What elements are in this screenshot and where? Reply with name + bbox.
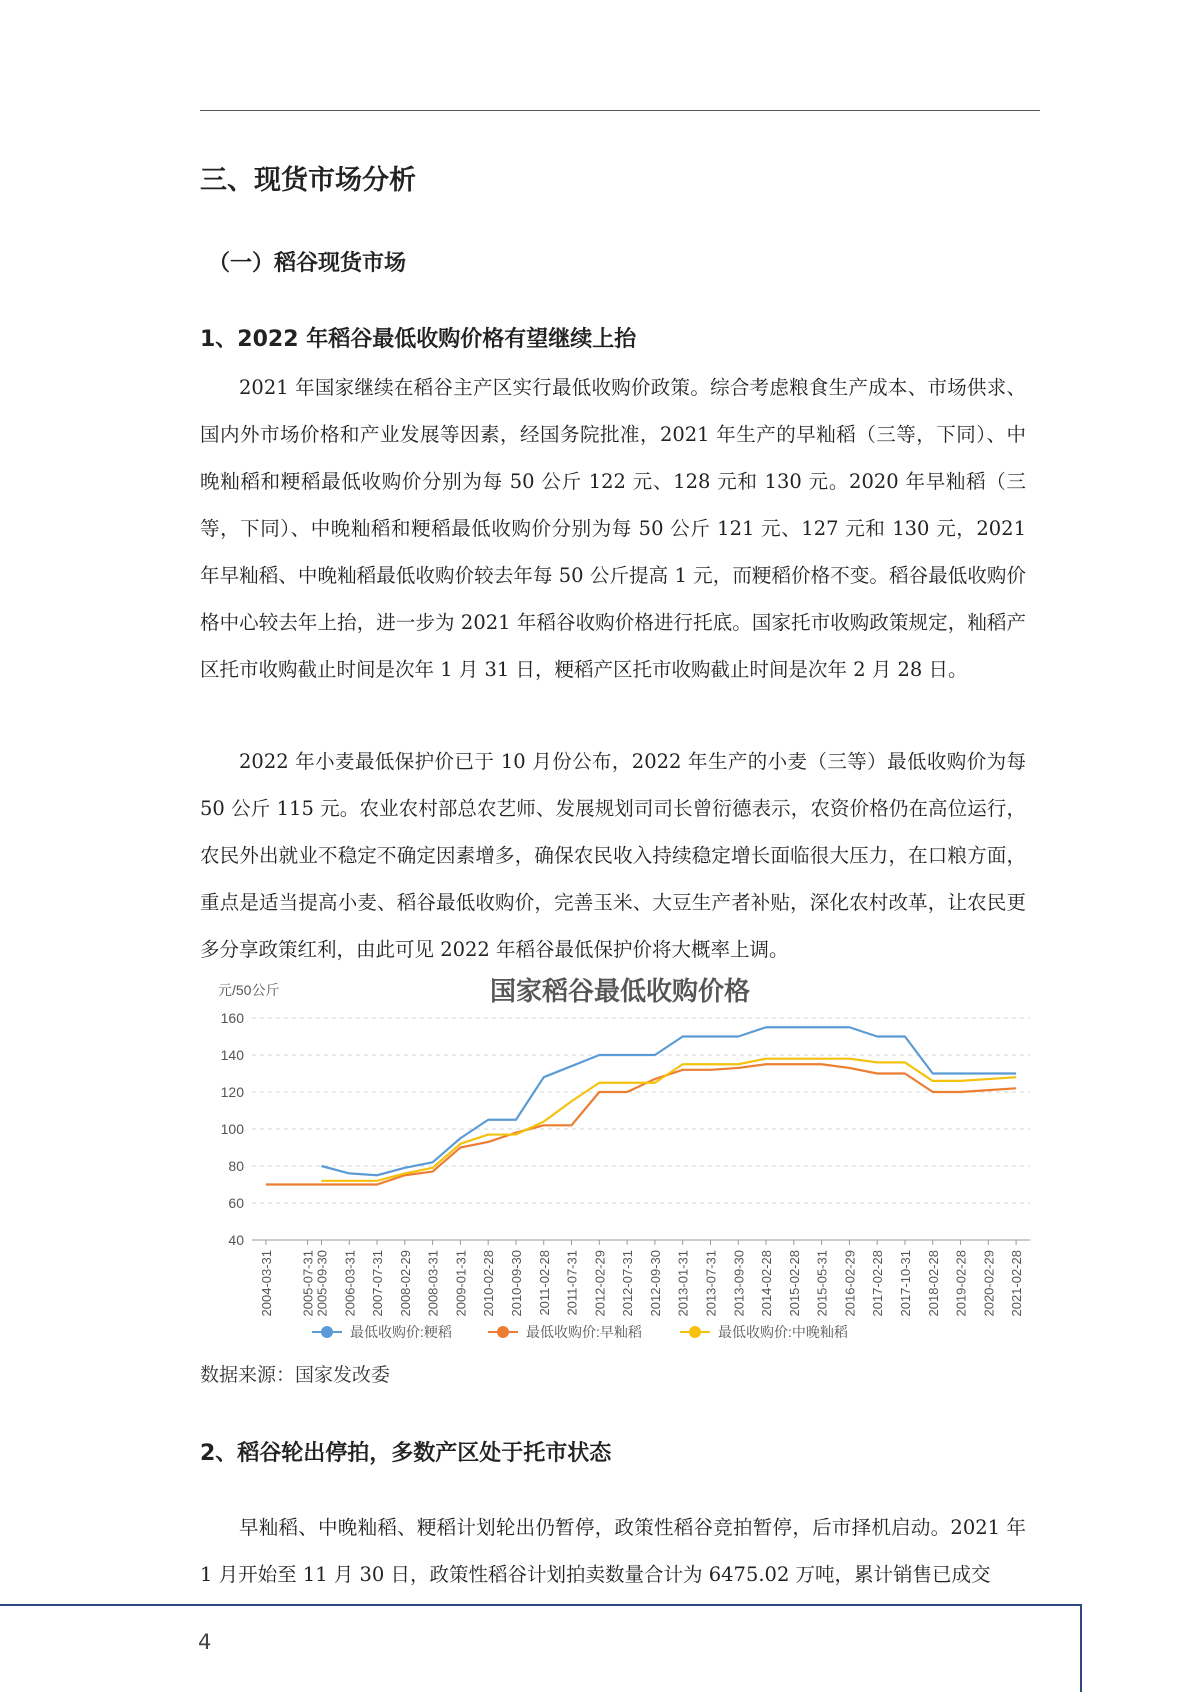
x-tick-label: 2010-02-28 bbox=[481, 1250, 497, 1317]
x-tick-label: 2013-09-30 bbox=[731, 1250, 747, 1317]
subsection-heading: （一）稻谷现货市场 bbox=[208, 251, 407, 276]
y-tick-label: 60 bbox=[228, 1195, 244, 1211]
x-tick-label: 2017-02-28 bbox=[870, 1250, 886, 1317]
paragraph-2: 2022 年小麦最低保护价已于 10 月份公布，2022 年生产的小麦（三等）最低收购价为每 50 公斤 115 元。农业农村部总农艺师、发展规划司司长曾衍德表示，农资价格仍在高位运行，农民外出就业不稳定不确定因素增多，确保农民收入持续稳定增长面临很大压力，在口粮方面，重点是适当提高小麦、稻谷最低收购价，完善玉米、大豆生产者补贴，深化农村改革，让农民更多分享政策红利，由此可见 2022 年稻谷最低保护价将大概率上调。 bbox=[200, 750, 1026, 961]
series-line bbox=[321, 1027, 1016, 1175]
footer-rule bbox=[0, 1604, 1080, 1606]
x-tick-label: 2012-09-30 bbox=[647, 1250, 663, 1317]
x-tick-label: 2015-02-28 bbox=[786, 1250, 802, 1317]
x-tick-label: 2014-02-28 bbox=[759, 1250, 775, 1317]
y-tick-label: 80 bbox=[228, 1158, 244, 1174]
x-tick-label: 2018-02-28 bbox=[925, 1250, 941, 1317]
y-tick-label: 40 bbox=[228, 1232, 244, 1248]
chart-title: 国家稻谷最低收购价格 bbox=[489, 976, 751, 1006]
data-source-note: 数据来源：国家发改委 bbox=[200, 1364, 391, 1386]
x-tick-label: 2009-01-31 bbox=[453, 1250, 469, 1317]
x-tick-label: 2021-02-28 bbox=[1009, 1250, 1025, 1317]
x-tick-label: 2012-07-31 bbox=[620, 1250, 636, 1317]
x-tick-label: 2005-07-31 bbox=[300, 1250, 316, 1317]
legend-label: 最低收购价:早籼稻 bbox=[526, 1324, 642, 1340]
rice-price-chart bbox=[200, 972, 1040, 1352]
x-tick-label: 2013-07-31 bbox=[703, 1250, 719, 1317]
x-tick-label: 2008-03-31 bbox=[425, 1250, 441, 1317]
x-tick-label: 2011-07-31 bbox=[564, 1250, 580, 1316]
x-tick-label: 2004-03-31 bbox=[258, 1250, 274, 1317]
x-tick-label: 2019-02-28 bbox=[953, 1250, 969, 1317]
topic-heading-1: 1、2022 年稻谷最低收购价格有望继续上抬 bbox=[200, 327, 637, 352]
x-tick-label: 2020-02-29 bbox=[981, 1250, 997, 1317]
x-tick-label: 2013-01-31 bbox=[675, 1250, 691, 1317]
x-tick-label: 2005-09-30 bbox=[314, 1250, 330, 1317]
y-tick-label: 140 bbox=[220, 1047, 244, 1063]
header-rule bbox=[200, 110, 1040, 111]
x-tick-label: 2011-02-28 bbox=[536, 1250, 552, 1316]
paragraph-3: 早籼稻、中晚籼稻、粳稻计划轮出仍暂停，政策性稻谷竞拍暂停，后市择机启动。2021 年 1 月开始至 11 月 30 日，政策性稻谷计划拍卖数量合计为 6475.02 万吨，累计销售已成交 bbox=[200, 1516, 1026, 1586]
x-tick-label: 2017-10-31 bbox=[897, 1250, 913, 1317]
y-tick-label: 100 bbox=[220, 1121, 244, 1137]
footer-rule-vertical bbox=[1080, 1604, 1082, 1692]
x-tick-label: 2010-09-30 bbox=[508, 1250, 524, 1317]
x-tick-label: 2007-07-31 bbox=[370, 1250, 386, 1317]
y-tick-label: 120 bbox=[220, 1084, 244, 1100]
legend-marker bbox=[689, 1326, 701, 1338]
x-tick-label: 2008-02-29 bbox=[397, 1250, 413, 1317]
x-tick-label: 2006-03-31 bbox=[342, 1250, 358, 1317]
y-tick-label: 160 bbox=[220, 1010, 244, 1026]
x-tick-label: 2016-02-29 bbox=[842, 1250, 858, 1317]
y-axis-label: 元/50公斤 bbox=[218, 982, 280, 998]
page-number: 4 bbox=[198, 1630, 212, 1654]
legend-label: 最低收购价:粳稻 bbox=[350, 1324, 452, 1340]
legend-marker bbox=[497, 1326, 509, 1338]
x-tick-label: 2012-02-29 bbox=[592, 1250, 608, 1317]
section-heading: 三、现货市场分析 bbox=[200, 165, 416, 196]
legend-marker bbox=[321, 1326, 333, 1338]
paragraph-1: 2021 年国家继续在稻谷主产区实行最低收购价政策。综合考虑粮食生产成本、市场供求、 国内外市场价格和产业发展等因素，经国务院批准，2021 年生产的早籼稻（三等，下同）、中晚籼稻和粳稻最低收购价分别为每 50 公斤 122 元、128 元和 130 元。2020 年早籼稻（三等，下同）、中晚籼稻和粳稻最低收购价分别为每 50 公斤 121 元、127 元和 130 元，2021 年早籼稻、中晚籼稻最低收购价较去年每 50 公斤提高 1 元，而粳稻价格不变。稻谷最低收购价格中心较去年上抬，进一步为 2021 年稻谷收购价格进行托底。国家托市收购政策规定，籼稻产区托市收购截止时间是次年 1 月 31 日，粳稻产区托市收购截止时间是次年 2 月 28 日。 bbox=[200, 376, 1026, 681]
topic-heading-2: 2、稻谷轮出停拍，多数产区处于托市状态 bbox=[200, 1441, 612, 1466]
legend-label: 最低收购价:中晚籼稻 bbox=[718, 1324, 848, 1340]
x-tick-label: 2015-05-31 bbox=[814, 1250, 830, 1317]
